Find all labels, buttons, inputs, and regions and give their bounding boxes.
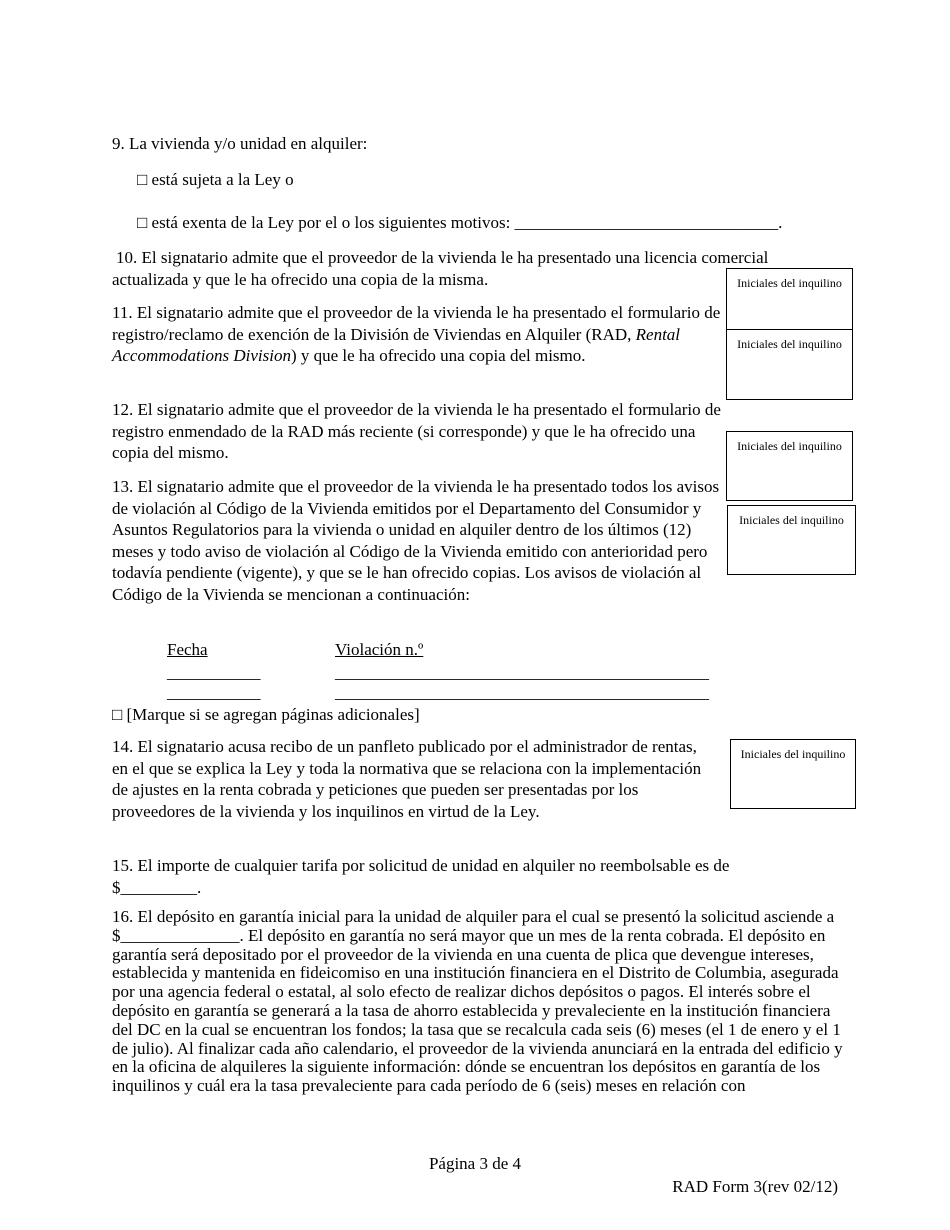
violation-number-field-1[interactable]: ____________________________________________ [335, 663, 709, 682]
item-10-text: 10. El signatario admite que el proveedor de la vivienda le ha presentado una licencia comercial actualizada y que le ha ofrecido una copia de la misma. [112, 248, 769, 289]
item-9-lead: 9. La vivienda y/o unidad en alquiler: [112, 134, 368, 153]
initials-box-item-12[interactable]: Iniciales del inquilino [726, 431, 853, 501]
violation-date-field-1[interactable]: ___________ [167, 663, 261, 682]
item-11-part1: 11. El signatario admite que el proveedor de la vivienda le ha presentado el formulario de registro/reclamo de exención de la División de Viviendas en Alquiler (RAD, [112, 303, 721, 344]
item-11-text [112, 302, 724, 367]
page-number: Página 3 de 4 [428, 1154, 522, 1173]
violations-date-header: Fecha [167, 640, 208, 659]
additional-pages-checkbox[interactable]: □ [Marque si se agregan páginas adicionales] [112, 705, 420, 724]
item-14-text: 14. El signatario acusa recibo de un panfleto publicado por el administrador de rentas, en el que se explica la Ley y toda la normativa que se relaciona con la implementación de ajustes en la renta cobrada y peticiones que pueden ser presentadas por los proveedores de la vivienda y los inquilinos en virtud de la Ley. [112, 737, 702, 821]
initials-box-item-14[interactable]: Iniciales del inquilino [730, 739, 856, 809]
item-16-text: 16. El depósito en garantía inicial para la unidad de alquiler para el cual se presentó la solicitud asciende a $______________. El depósito en garantía no será mayor que un mes de la renta cobrada. El depósito en garantía será depositado por el proveedor de la vivienda en una cuenta de plica que devengue intereses, establecida y mantenida en fideicomiso en una institución financiera en el Distrito de Columbia, asegurada por una agencia federal o estatal, al solo efecto de realizar dichos depósitos o pagos. El interés sobre el depósito en garantía se generará a la tasa de ahorro establecida y prevaleciente en la institución financiera del DC en la cual se encuentran los fondos; la tasa que se recalcula cada seis (6) meses (el 1 de enero y el 1 de julio). Al finalizar cada año calendario, el proveedor de la vivienda anunciará en la entrada del edificio y en la oficina de alquileres la siguiente información: dónde se encuentran los depósitos en garantía de los inquilinos y cuál era la tasa prevaleciente para cada período de 6 (seis) meses en relación con [112, 907, 843, 1096]
item-11-italic: Rental Accommodations Division [112, 324, 681, 365]
violations-number-header: Violación n.º [335, 640, 424, 659]
item-13-text: 13. El signatario admite que el proveedor de la vivienda le ha presentado todos los avisos de violación al Código de la Vivienda emitidos por el Departamento del Consumidor y Asuntos Regulatorios para la vivienda o unidad en alquiler dentro de los últimos (12) meses y todo aviso de violación al Código de la Vivienda emitido con anterioridad pero todavía pendiente (vigente), y que se le han ofrecido copias. Los avisos de violación al Código de la Vivienda se mencionan a continuación: [112, 477, 720, 604]
violation-number-field-2[interactable]: ____________________________________________ [335, 683, 709, 702]
item-12-text: 12. El signatario admite que el proveedor de la vivienda le ha presentado el formulario de registro enmendado de la RAD más reciente (si corresponde) y que le ha ofrecido una copia del mismo. [112, 400, 721, 462]
item-11-part2: ) y que le ha ofrecido una copia del mismo. [290, 346, 586, 365]
item-15-text: 15. El importe de cualquier tarifa por solicitud de unidad en alquiler no reembolsable es de $_________. [112, 856, 730, 897]
form-identifier: RAD Form 3(rev 02/12) [672, 1177, 838, 1196]
initials-box-item-10[interactable]: Iniciales del inquilino [726, 268, 853, 330]
initials-box-item-11[interactable]: Iniciales del inquilino [726, 329, 853, 400]
violation-date-field-2[interactable]: ___________ [167, 683, 261, 702]
initials-box-item-13[interactable]: Iniciales del inquilino [727, 505, 856, 575]
item-9-option-subject[interactable]: □ está sujeta a la Ley o [137, 170, 294, 189]
item-9-option-exempt[interactable]: □ está exenta de la Ley por el o los siguientes motivos: _______________________________. [137, 213, 783, 232]
